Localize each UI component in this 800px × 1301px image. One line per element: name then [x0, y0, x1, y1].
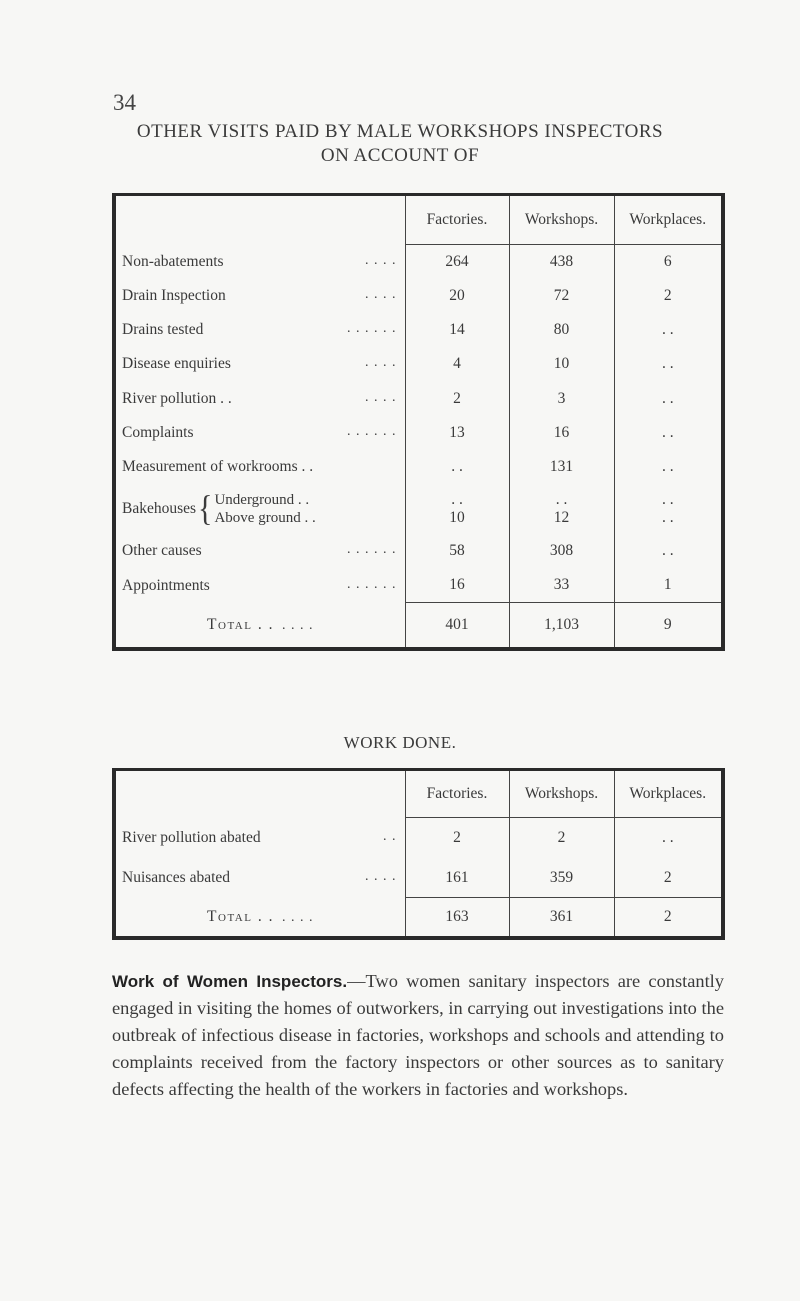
row-label-text: Drain Inspection [122, 287, 226, 305]
workshops-value [509, 484, 614, 534]
row-label [114, 313, 405, 347]
page-number: 34 [113, 90, 136, 115]
factories-value [405, 484, 509, 534]
row-label-text: Disease enquiries [122, 355, 231, 373]
workplaces-value: . . [614, 347, 723, 381]
header-blank-cell [114, 770, 405, 818]
underground-factories: . . [451, 491, 463, 509]
above-ground-workplaces: . . [661, 509, 674, 527]
workshops-value: 72 [509, 279, 614, 313]
above-ground-factories: 10 [449, 509, 465, 527]
page-title [0, 120, 800, 168]
visits-table-header [114, 195, 723, 245]
workplaces-value: 9 [614, 603, 723, 649]
factories-value: 401 [405, 603, 509, 649]
workshops-value: 361 [509, 898, 614, 938]
factories-value: 2 [405, 818, 509, 858]
factories-value: 20 [405, 279, 509, 313]
brace-icon: { [198, 488, 213, 529]
table-row [114, 858, 723, 898]
row-label-text: River pollution abated [122, 828, 261, 846]
row-label-dots: . . . . [365, 287, 397, 303]
table-row [114, 416, 723, 450]
underground-workshops: . . [555, 491, 568, 509]
total-row [114, 603, 723, 649]
row-label-dots: . . . . [365, 868, 397, 884]
workplaces-value: 2 [614, 858, 723, 898]
row-label-dots: . . . . . . [347, 321, 397, 337]
workshops-value: 16 [509, 416, 614, 450]
row-label-dots: . . . . [281, 909, 314, 925]
underground-label: Underground . . [214, 492, 310, 509]
total-row [114, 898, 723, 938]
row-label-dots: . . . . [365, 253, 397, 268]
bakehouses-row [114, 484, 723, 534]
paragraph-lead: Work of Women Inspectors. [112, 972, 348, 991]
table-row [114, 569, 723, 603]
row-label-text: Complaints [122, 423, 194, 441]
row-label [114, 603, 405, 649]
workshops-value: 359 [509, 858, 614, 898]
factories-value: 13 [405, 416, 509, 450]
visits-table-body [114, 245, 723, 649]
workshops-value: 80 [509, 313, 614, 347]
row-label [114, 450, 405, 484]
row-label [114, 818, 405, 858]
row-label-text: Measurement of workrooms . . [122, 457, 314, 475]
row-label-dots: . . . . . . [347, 576, 397, 592]
table-row [114, 382, 723, 416]
workplaces-value: . . [614, 534, 723, 568]
row-label-dots: . . . . . . [347, 423, 397, 439]
row-label [114, 569, 405, 603]
workplaces-value: 2 [614, 898, 723, 938]
table-row [114, 450, 723, 484]
work-done-table-header [114, 770, 723, 818]
row-label-text: River pollution . . [122, 389, 232, 407]
workplaces-value [614, 484, 723, 534]
row-label [114, 858, 405, 898]
factories-value: 58 [405, 534, 509, 568]
row-label-text: Appointments [122, 576, 210, 594]
bakehouses-label: Bakehouses [122, 500, 197, 518]
row-label-text: Total . . [207, 907, 274, 925]
workplaces-value: . . [614, 818, 723, 858]
above-ground-label: Above ground . . [214, 510, 316, 527]
workshops-value: 10 [509, 347, 614, 381]
workplaces-value: . . [614, 313, 723, 347]
row-label [114, 279, 405, 313]
row-label-dots: . . [383, 828, 397, 844]
factories-value: 16 [405, 569, 509, 603]
row-label [114, 245, 405, 279]
table-row [114, 279, 723, 313]
header-workplaces: Workplaces. [614, 770, 723, 818]
factories-value: 163 [405, 898, 509, 938]
workplaces-value: . . [614, 382, 723, 416]
table-row [114, 245, 723, 279]
paragraph-text: —Two women sanitary inspectors are constantly engaged in visiting the homes of outworkers, in carrying out investigations into the outbreak of infectious disease in factories, workshops and schools and attending to complaints received from the factory inspectors or other sources as to sanitary defects affecting the health of the workers in factories and workshops. [112, 971, 724, 1099]
workplaces-value: 6 [614, 245, 723, 279]
work-done-title: WORK DONE. [343, 733, 457, 752]
workplaces-value: . . [614, 450, 723, 484]
row-label [114, 382, 405, 416]
workshops-value: 2 [509, 818, 614, 858]
factories-value: 264 [405, 245, 509, 279]
workshops-value: 131 [509, 450, 614, 484]
workshops-value: 1,103 [509, 603, 614, 649]
title-line-2: ON ACCOUNT OF [320, 145, 480, 166]
workshops-value: 308 [509, 534, 614, 568]
factories-value: 4 [405, 347, 509, 381]
row-label-text: Drains tested [122, 321, 204, 339]
factories-value: 14 [405, 313, 509, 347]
row-label [114, 534, 405, 568]
table-row [114, 818, 723, 858]
row-label-dots: . . . . [365, 389, 397, 405]
workshops-value: 3 [509, 382, 614, 416]
header-blank-cell [114, 195, 405, 245]
row-label-dots: . . . . . . [347, 542, 397, 558]
factories-value: 2 [405, 382, 509, 416]
row-label-dots: . . . . [281, 617, 314, 633]
workplaces-value: . . [614, 416, 723, 450]
row-label [114, 416, 405, 450]
bakehouses-label-cell [114, 484, 405, 534]
row-label [114, 898, 405, 938]
workshops-value: 438 [509, 245, 614, 279]
factories-value: 161 [405, 858, 509, 898]
header-workshops: Workshops. [509, 770, 614, 818]
header-workplaces: Workplaces. [614, 195, 723, 245]
work-done-table-body [114, 818, 723, 938]
row-label-text: Non-abatements [122, 253, 224, 270]
header-workshops: Workshops. [509, 195, 614, 245]
header-factories: Factories. [405, 195, 509, 245]
workshops-value: 33 [509, 569, 614, 603]
row-label-text: Other causes [122, 542, 202, 560]
visits-table [112, 193, 725, 651]
women-inspectors-paragraph [112, 968, 724, 1103]
row-label [114, 347, 405, 381]
work-done-table [112, 768, 725, 940]
header-factories: Factories. [405, 770, 509, 818]
row-label-dots: . . . . [365, 355, 397, 371]
row-label-text: Nuisances abated [122, 868, 231, 886]
table-row [114, 534, 723, 568]
underground-workplaces: . . [661, 491, 674, 509]
workplaces-value: 2 [614, 279, 723, 313]
workplaces-value: 1 [614, 569, 723, 603]
table-row [114, 347, 723, 381]
title-line-1: OTHER VISITS PAID BY MALE WORKSHOPS INSPECTORS [136, 121, 664, 142]
table-row [114, 313, 723, 347]
factories-value: . . [405, 450, 509, 484]
above-ground-workshops: 12 [553, 509, 570, 527]
row-label-text: Total . . [207, 615, 274, 633]
